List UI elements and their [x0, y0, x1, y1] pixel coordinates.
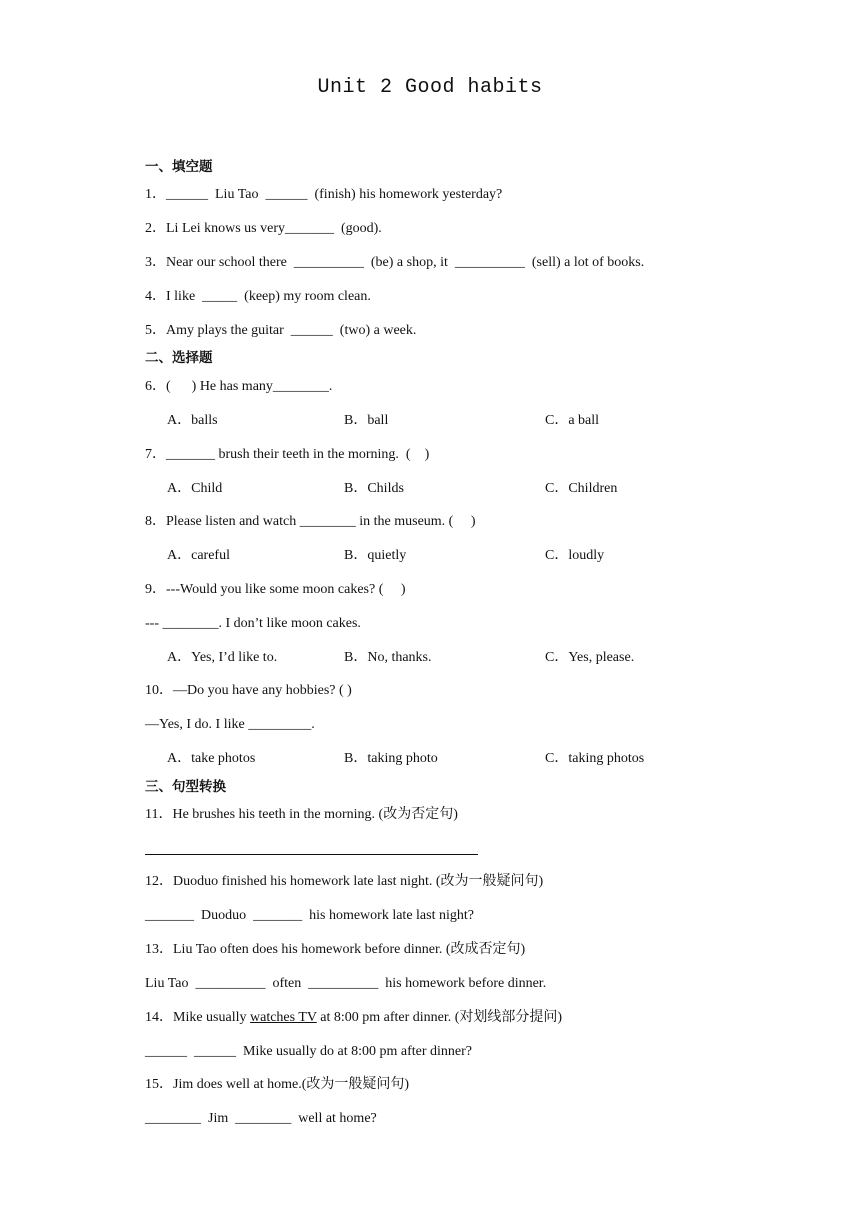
- question-10-dialogue: —Yes, I do. I like _________.: [145, 717, 315, 732]
- option-7a: A．Child: [167, 481, 223, 496]
- option-7c: C．Children: [545, 481, 618, 496]
- question-10: 10．—Do you have any hobbies? ( ): [145, 683, 352, 698]
- option-10a: A．take photos: [167, 751, 256, 766]
- option-9b: B．No, thanks.: [344, 650, 432, 665]
- question-14-post: at 8:00 pm after dinner. (对划线部分提问): [316, 1010, 563, 1025]
- question-1: 1．______ Liu Tao ______ (finish) his homework yesterday?: [145, 187, 503, 202]
- question-12: 12．Duoduo finished his homework late last night. (改为一般疑问句): [145, 874, 544, 889]
- answer-line-11: [145, 854, 478, 855]
- question-14: [145, 1009, 562, 1027]
- option-8b: B．quietly: [344, 548, 407, 563]
- question-9: 9．---Would you like some moon cakes? ( ): [145, 582, 406, 597]
- question-15-answer: ________ Jim ________ well at home?: [145, 1111, 377, 1126]
- option-8a: A．careful: [167, 548, 230, 563]
- page-title: Unit 2 Good habits: [317, 76, 543, 99]
- question-5: 5．Amy plays the guitar ______ (two) a week.: [145, 323, 417, 338]
- question-13: 13．Liu Tao often does his homework before dinner. (改成否定句): [145, 942, 526, 957]
- question-6: 6．( ) He has many________.: [145, 379, 333, 394]
- option-9a: A．Yes, I’d like to.: [167, 650, 278, 665]
- question-3: 3．Near our school there __________ (be) a shop, it __________ (sell) a lot of books.: [145, 255, 645, 270]
- question-11: 11．He brushes his teeth in the morning. (改为否定句): [145, 807, 458, 822]
- question-15: 15．Jim does well at home.(改为一般疑问句): [145, 1077, 410, 1092]
- question-14-underlined: watches TV: [250, 1010, 317, 1025]
- option-6c: C．a ball: [545, 413, 600, 428]
- option-6b: B．ball: [344, 413, 389, 428]
- option-10c: C．taking photos: [545, 751, 645, 766]
- question-9-dialogue: --- ________. I don’t like moon cakes.: [145, 616, 361, 631]
- option-10b: B．taking photo: [344, 751, 438, 766]
- option-8c: C．loudly: [545, 548, 605, 563]
- section-heading-transform: 三、句型转换: [145, 779, 226, 795]
- option-9c: C．Yes, please.: [545, 650, 635, 665]
- question-13-answer: Liu Tao __________ often __________ his homework before dinner.: [145, 976, 547, 991]
- option-6a: A．balls: [167, 413, 218, 428]
- question-14-pre: 14．Mike usually: [145, 1010, 250, 1025]
- question-4: 4．I like _____ (keep) my room clean.: [145, 289, 371, 304]
- question-8: 8．Please listen and watch ________ in the museum. ( ): [145, 514, 476, 529]
- question-12-answer: _______ Duoduo _______ his homework late last night?: [145, 908, 474, 923]
- question-7: 7．_______ brush their teeth in the morning. ( ): [145, 447, 430, 462]
- question-14-answer: ______ ______ Mike usually do at 8:00 pm after dinner?: [145, 1044, 472, 1059]
- option-7b: B．Childs: [344, 481, 404, 496]
- question-2: 2．Li Lei knows us very_______ (good).: [145, 221, 382, 236]
- section-heading-fill-blank: 一、填空题: [145, 159, 213, 175]
- section-heading-choice: 二、选择题: [145, 350, 213, 366]
